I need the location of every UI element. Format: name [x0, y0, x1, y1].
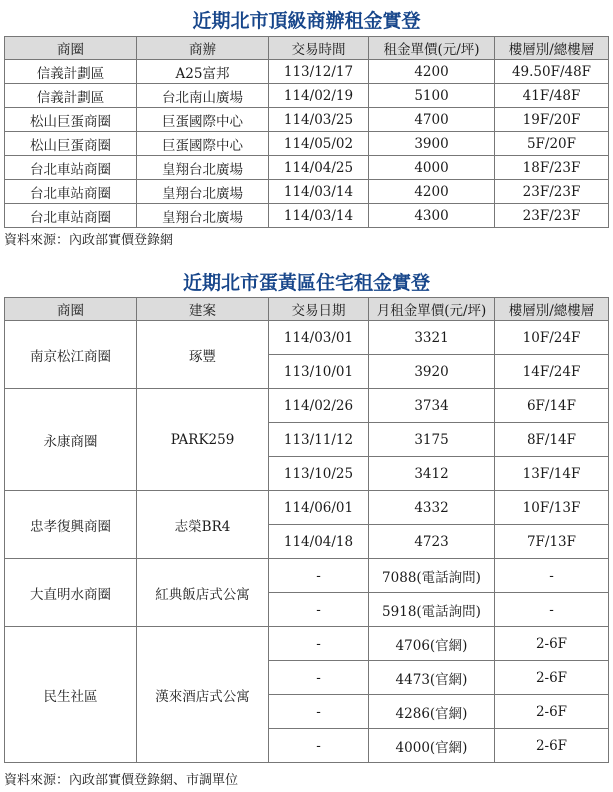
- header-trade-date: 交易日期: [269, 298, 369, 321]
- table-row: [5, 60, 609, 84]
- cell-monthly-unit-price: 4723: [369, 525, 495, 559]
- cell-project: 志榮BR4: [137, 491, 269, 559]
- cell-floor: 13F/14F: [495, 457, 609, 491]
- cell-area: 松山巨蛋商圈: [5, 108, 137, 132]
- cell-area: 松山巨蛋商圈: [5, 132, 137, 156]
- table-row: [5, 156, 609, 180]
- cell-trade-date: -: [269, 695, 369, 729]
- cell-trade-date: 114/06/01: [269, 491, 369, 525]
- cell-monthly-unit-price: 4286(官網): [369, 695, 495, 729]
- cell-building: 巨蛋國際中心: [137, 108, 269, 132]
- table-row: [5, 180, 609, 204]
- header-floor: 樓層別/總樓層: [495, 37, 609, 60]
- cell-monthly-unit-price: 4000(官網): [369, 729, 495, 763]
- cell-trade-date: 114/02/26: [269, 389, 369, 423]
- cell-area: 南京松江商圈: [5, 321, 137, 389]
- cell-trade-date: 113/10/01: [269, 355, 369, 389]
- cell-monthly-unit-price: 7088(電話詢問): [369, 559, 495, 593]
- cell-area: 永康商圈: [5, 389, 137, 491]
- cell-building: 皇翔台北廣場: [137, 156, 269, 180]
- cell-monthly-unit-price: 4473(官網): [369, 661, 495, 695]
- cell-trade-time: 114/04/25: [269, 156, 369, 180]
- table-row: [5, 321, 609, 355]
- header-unit-price: 租金單價(元/坪): [369, 37, 495, 60]
- cell-project: 漢來酒店式公寓: [137, 627, 269, 763]
- cell-floor: 5F/20F: [495, 132, 609, 156]
- cell-unit-price: 4000: [369, 156, 495, 180]
- cell-unit-price: 4200: [369, 60, 495, 84]
- cell-trade-date: 113/11/12: [269, 423, 369, 457]
- table-row: [5, 627, 609, 661]
- office-rent-source-note: 資料來源：內政部實價登錄網: [4, 233, 174, 248]
- residential-rent-header-row: [5, 298, 609, 321]
- office-rent-header-row: [5, 37, 609, 60]
- header-area: 商圈: [5, 298, 137, 321]
- cell-floor: 18F/23F: [495, 156, 609, 180]
- cell-building: 台北南山廣場: [137, 84, 269, 108]
- cell-area: 忠孝復興商圈: [5, 491, 137, 559]
- table-row: [5, 204, 609, 228]
- residential-rent-table: [4, 297, 609, 763]
- table-row: [5, 491, 609, 525]
- cell-building: 巨蛋國際中心: [137, 132, 269, 156]
- cell-floor: 23F/23F: [495, 180, 609, 204]
- cell-trade-time: 114/02/19: [269, 84, 369, 108]
- cell-floor: 2-6F: [495, 627, 609, 661]
- office-rent-table: [4, 36, 609, 228]
- cell-monthly-unit-price: 4332: [369, 491, 495, 525]
- residential-rent-source-note: 資料來源：內政部實價登錄網、市調單位: [4, 773, 239, 788]
- header-area: 商圈: [5, 37, 137, 60]
- cell-area: 大直明水商圈: [5, 559, 137, 627]
- cell-trade-time: 114/03/14: [269, 180, 369, 204]
- cell-unit-price: 4700: [369, 108, 495, 132]
- cell-floor: 2-6F: [495, 695, 609, 729]
- cell-unit-price: 4300: [369, 204, 495, 228]
- cell-unit-price: 4200: [369, 180, 495, 204]
- header-floor: 樓層別/總樓層: [495, 298, 609, 321]
- header-trade-time: 交易時間: [269, 37, 369, 60]
- cell-area: 台北車站商圈: [5, 156, 137, 180]
- cell-project: PARK259: [137, 389, 269, 491]
- table-row: [5, 84, 609, 108]
- cell-trade-time: 114/05/02: [269, 132, 369, 156]
- cell-floor: 49.50F/48F: [495, 60, 609, 84]
- cell-trade-date: -: [269, 661, 369, 695]
- cell-floor: 2-6F: [495, 661, 609, 695]
- header-project: 建案: [137, 298, 269, 321]
- cell-building: 皇翔台北廣場: [137, 204, 269, 228]
- cell-area: 信義計劃區: [5, 60, 137, 84]
- cell-monthly-unit-price: 3920: [369, 355, 495, 389]
- cell-area: 台北車站商圈: [5, 204, 137, 228]
- cell-trade-date: 114/03/01: [269, 321, 369, 355]
- cell-monthly-unit-price: 3412: [369, 457, 495, 491]
- cell-building: A25富邦: [137, 60, 269, 84]
- table-row: [5, 559, 609, 593]
- table-row: [5, 389, 609, 423]
- cell-floor: 41F/48F: [495, 84, 609, 108]
- cell-trade-date: 114/04/18: [269, 525, 369, 559]
- cell-floor: -: [495, 593, 609, 627]
- cell-monthly-unit-price: 3321: [369, 321, 495, 355]
- cell-trade-date: -: [269, 593, 369, 627]
- cell-trade-time: 114/03/14: [269, 204, 369, 228]
- cell-trade-date: -: [269, 559, 369, 593]
- cell-floor: 14F/24F: [495, 355, 609, 389]
- cell-unit-price: 3900: [369, 132, 495, 156]
- cell-trade-time: 114/03/25: [269, 108, 369, 132]
- cell-trade-date: -: [269, 729, 369, 763]
- residential-rent-table-title: 近期北市蛋黃區住宅租金實登: [182, 272, 430, 294]
- cell-building: 皇翔台北廣場: [137, 180, 269, 204]
- cell-area: 信義計劃區: [5, 84, 137, 108]
- cell-project: 紅典飯店式公寓: [137, 559, 269, 627]
- table-row: [5, 108, 609, 132]
- office-rent-table-title: 近期北市頂級商辦租金實登: [192, 10, 421, 32]
- cell-trade-time: 113/12/17: [269, 60, 369, 84]
- cell-monthly-unit-price: 5918(電話詢問): [369, 593, 495, 627]
- header-building: 商辦: [137, 37, 269, 60]
- cell-monthly-unit-price: 3175: [369, 423, 495, 457]
- cell-project: 琢豐: [137, 321, 269, 389]
- cell-floor: 7F/13F: [495, 525, 609, 559]
- cell-unit-price: 5100: [369, 84, 495, 108]
- cell-floor: 23F/23F: [495, 204, 609, 228]
- cell-floor: 19F/20F: [495, 108, 609, 132]
- cell-floor: 10F/13F: [495, 491, 609, 525]
- cell-monthly-unit-price: 4706(官網): [369, 627, 495, 661]
- table-row: [5, 132, 609, 156]
- cell-floor: 2-6F: [495, 729, 609, 763]
- cell-trade-date: -: [269, 627, 369, 661]
- cell-floor: 8F/14F: [495, 423, 609, 457]
- cell-floor: -: [495, 559, 609, 593]
- header-monthly-unit-price: 月租金單價(元/坪): [369, 298, 495, 321]
- cell-floor: 10F/24F: [495, 321, 609, 355]
- cell-area: 台北車站商圈: [5, 180, 137, 204]
- cell-floor: 6F/14F: [495, 389, 609, 423]
- cell-area: 民生社區: [5, 627, 137, 763]
- cell-monthly-unit-price: 3734: [369, 389, 495, 423]
- cell-trade-date: 113/10/25: [269, 457, 369, 491]
